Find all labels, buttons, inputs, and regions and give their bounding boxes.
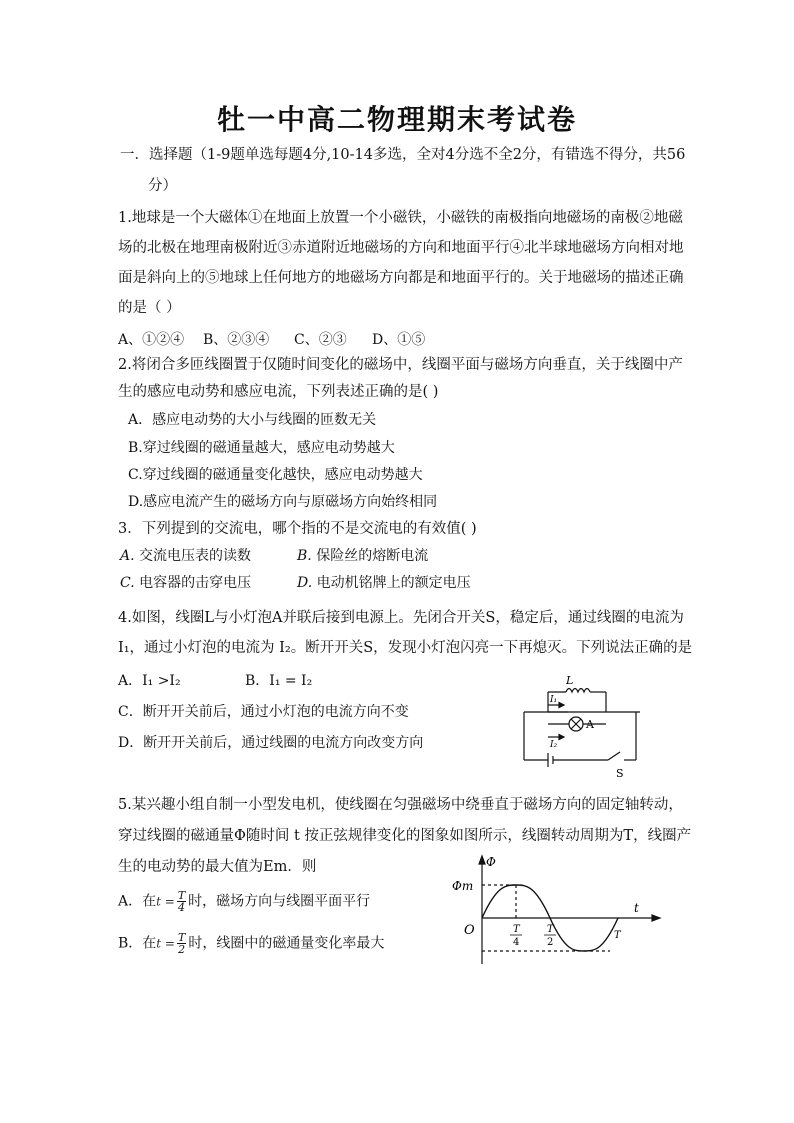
- q5-option-b-t: t =: [156, 936, 175, 951]
- q1-option-b: B、②③④: [203, 332, 270, 348]
- t-axis-arrow: [652, 915, 660, 921]
- q4-option-c: C．断开开关前后，通过小灯泡的电流方向不变: [118, 704, 409, 720]
- q3-option-a: [120, 546, 251, 566]
- q4-option-a: A．I₁ >I₂: [118, 673, 181, 689]
- inductor-label: L: [566, 674, 574, 687]
- tick-t4-num: T: [513, 924, 520, 935]
- q1-option-a: A、①②④: [118, 332, 185, 348]
- q2-option-c: C.穿过线圈的磁通量变化越快，感应电动势越大: [128, 467, 423, 483]
- q5-option-b-fraction: [177, 932, 186, 955]
- fraction-denominator: 2: [178, 943, 186, 956]
- q5-line1: 5.某兴趣小组自制一小型发电机，使线圈在匀强磁场中绕垂直于磁场方向的固定轴转动，: [118, 797, 683, 813]
- switch-lever: [608, 752, 620, 760]
- q1-line1: 1.地球是一个大磁体①在地面上放置一个小磁铁，小磁铁的南极指向地磁场的南极②地磁: [118, 210, 683, 226]
- q3-option-b: [297, 546, 428, 566]
- q1-line4: 的是（ ）: [118, 300, 181, 316]
- q5-option-a-prefix: A．在: [118, 893, 157, 910]
- exam-title: 牡一中高二物理期末考试卷: [216, 103, 577, 136]
- phim-label: Φm: [452, 879, 474, 893]
- q4-line1: 4.如图，线圈L与小灯泡A并联后接到电源上。先闭合开关S，稳定后，通过线圈的电流为: [118, 610, 684, 626]
- lamp-label: A: [586, 718, 594, 731]
- tick-t-label: T: [614, 930, 621, 941]
- fraction-numerator: T: [178, 931, 186, 944]
- q1-option-d: D、①⑤: [372, 332, 426, 348]
- q2-option-a: A．感应电动势的大小与线圈的匝数无关: [128, 412, 377, 428]
- phi-axis-label: Φ: [486, 855, 496, 869]
- q5-option-a-text: 时，磁场方向与线圈平面平行: [188, 893, 371, 910]
- flux-time-graph: [450, 852, 666, 968]
- q2-line1: 2.将闭合多匝线圈置于仅随时间变化的磁场中，线圈平面与磁场方向垂直，关于线圈中产: [118, 357, 683, 373]
- tick-t4-den: 4: [513, 937, 520, 948]
- q3-option-d: [297, 573, 471, 593]
- q5-option-b-prefix: B．在: [118, 935, 157, 952]
- tick-t2-num: T: [547, 924, 554, 935]
- q1-line3: 面是斜向上的⑤地球上任何地方的地磁场方向都是和地面平行的。关于地磁场的描述正确: [118, 270, 684, 286]
- origin-label: O: [464, 923, 475, 938]
- q3-option-c: [120, 573, 251, 593]
- q4-option-b: B．I₁ = I₂: [245, 673, 313, 689]
- q3-option-b-text: 保险丝的熔断电流: [316, 548, 429, 564]
- q5-option-a: [118, 890, 370, 913]
- q3-option-c-text: 电容器的击穿电压: [139, 575, 252, 591]
- q5-line3: 生的电动势的最大值为Em．则: [118, 859, 317, 875]
- q5-option-b: [118, 932, 384, 955]
- q3-option-a-letter: A.: [120, 548, 135, 564]
- q5-option-a-fraction: [177, 890, 186, 913]
- q2-option-b: B.穿过线圈的磁通量越大，感应电动势越大: [128, 440, 395, 456]
- q3-option-b-letter: B.: [297, 548, 312, 564]
- switch-label: S: [616, 767, 624, 780]
- q1-option-c: C、②③: [294, 332, 347, 348]
- q4-line2: I₁，通过小灯泡的电流为 I₂。断开开关S，发现小灯泡闪亮一下再熄灭。下列说法正确的是: [118, 640, 693, 656]
- tick-t2-den: 2: [547, 937, 554, 948]
- q3-option-d-letter: D.: [297, 575, 313, 591]
- q2-line2: 生的感应电动势和感应电流，下列表述正确的是( ): [118, 384, 439, 400]
- y-axis-arrow: [479, 856, 485, 864]
- circuit-diagram: [520, 672, 640, 782]
- q4-option-d: D．断开开关前后，通过线圈的电流方向改变方向: [118, 735, 424, 751]
- section-heading-line2: 分）: [148, 178, 177, 194]
- q5-option-a-t: t =: [156, 894, 175, 909]
- current-i1-label: I₁: [550, 695, 558, 705]
- inductor-coil: [566, 689, 590, 693]
- q5-option-b-text: 时，线圈中的磁通量变化率最大: [188, 935, 385, 952]
- q2-option-d: D.感应电流产生的磁场方向与原磁场方向始终相同: [128, 494, 438, 510]
- q3-option-d-text: 电动机铭牌上的额定电压: [316, 575, 471, 591]
- t-axis-label: t: [634, 901, 639, 915]
- fraction-denominator: 4: [178, 901, 185, 914]
- current-i2-label: I₂: [550, 740, 558, 750]
- q3-option-a-text: 交流电压表的读数: [139, 548, 252, 564]
- section-heading-line1: 一．选择题（1-9题单选每题4分,10-14多选，全对4分选不全2分，有错选不得分，共56: [120, 147, 686, 163]
- q5-line2: 穿过线圈的磁通量Φ随时间 t 按正弦规律变化的图象如图所示，线圈转动周期为T，线圈产: [118, 828, 692, 844]
- q3-option-c-letter: C.: [120, 575, 135, 591]
- q3-line1: 3．下列提到的交流电，哪个指的不是交流电的有效值( ): [118, 521, 477, 537]
- q1-line2: 场的北极在地理南极附近③赤道附近地磁场的方向和地面平行④北半球地磁场方向相对地: [118, 240, 684, 256]
- fraction-numerator: T: [177, 889, 186, 902]
